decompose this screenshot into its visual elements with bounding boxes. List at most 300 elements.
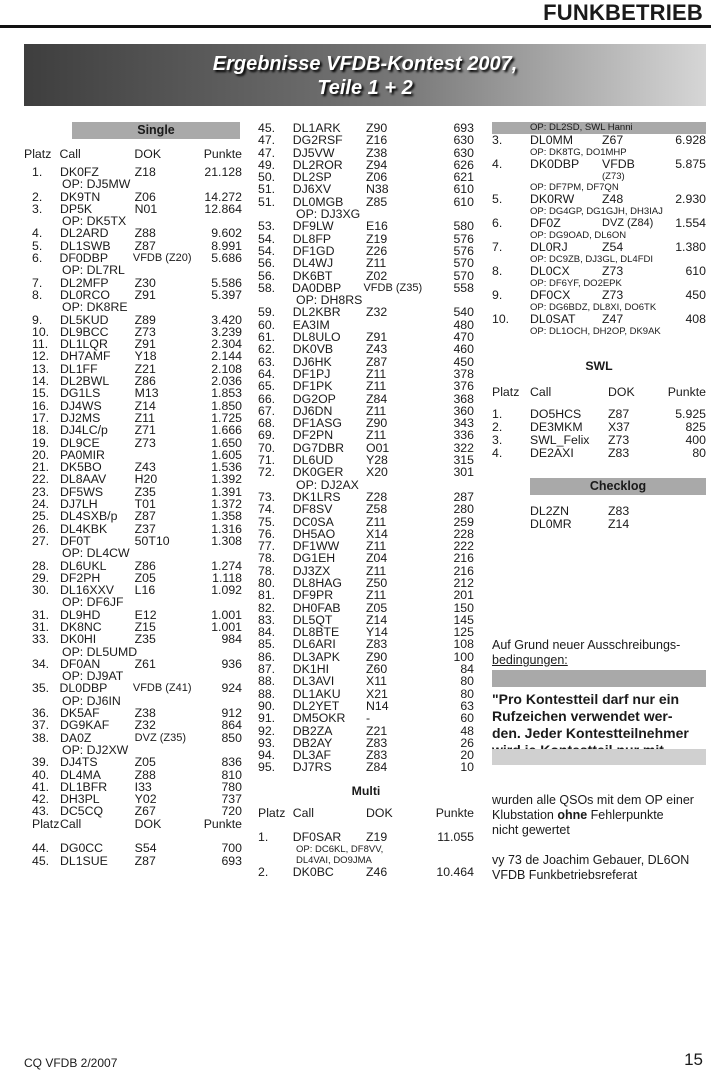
- dok-cell: Z71: [134, 423, 156, 438]
- punkte-cell: 315: [453, 453, 474, 468]
- call-cell: DK0VB: [292, 342, 334, 357]
- dok-cell: DOK: [134, 816, 162, 831]
- swl-rows: [492, 408, 706, 460]
- signature-line: VFDB Funkbetriebsreferat: [492, 868, 638, 882]
- platz-cell: 85.: [258, 637, 276, 652]
- table-row: [24, 842, 242, 854]
- multi-operators: OP: DF7PM, DF7QN: [530, 182, 619, 193]
- dok-cell: VFDB (Z35): [363, 281, 423, 294]
- call-cell: DL1FF: [60, 361, 98, 376]
- multi-row: [492, 217, 706, 230]
- call-cell: DL3APK: [292, 649, 340, 664]
- dok-cell: L16: [134, 583, 156, 598]
- dok-cell: Z87: [366, 354, 388, 369]
- dok-cell: Z83: [608, 446, 630, 460]
- platz-cell: 94.: [258, 748, 276, 763]
- call-cell: DK5BO: [60, 460, 102, 475]
- dok-cell: Z90: [366, 649, 388, 664]
- punkte-cell: 1.358: [211, 509, 242, 524]
- operator-line: OP: DJ2XW: [62, 742, 129, 757]
- punkte-cell: 576: [453, 231, 474, 246]
- col-call: Call: [530, 385, 552, 399]
- call-cell: EA3IM: [292, 317, 330, 332]
- punkte-cell: 20: [460, 748, 474, 763]
- table-row: [258, 343, 474, 355]
- call-cell: DF0CX: [530, 288, 571, 302]
- punkte-cell: 5.397: [211, 287, 242, 302]
- dok-cell: Z21: [366, 723, 388, 738]
- dok-cell: Z19: [366, 231, 388, 246]
- call-cell: DL4MA: [60, 767, 102, 782]
- quote-line: den. Jeder Kontestteilnehmer: [492, 725, 689, 741]
- platz-cell: 47.: [258, 145, 276, 160]
- dok-cell: Z26: [366, 243, 388, 258]
- punkte-cell: 368: [453, 391, 474, 406]
- banner-title-line2: Teile 1 + 2: [317, 77, 413, 99]
- platz-cell: 7.: [32, 275, 43, 290]
- call-cell: DB2AY: [292, 735, 333, 750]
- punkte-cell: 2.930: [675, 192, 706, 206]
- section-title: FUNKBETRIEB: [543, 0, 703, 25]
- dok-cell: Z84: [366, 760, 388, 775]
- punkte-cell: 780: [221, 779, 242, 794]
- punkte-cell: 259: [453, 514, 474, 529]
- platz-cell: 63.: [258, 354, 276, 369]
- signature: [492, 853, 706, 883]
- call-cell: DL2SP: [292, 170, 332, 185]
- call-cell: DL2BWL: [60, 374, 110, 389]
- table-row: [24, 682, 242, 694]
- call-cell: DL5KUD: [60, 312, 109, 327]
- multi-platz: 2.: [258, 864, 269, 879]
- platz-cell: 14.: [32, 374, 50, 389]
- quote-line: Rufzeichen verwendet wer-: [492, 708, 673, 724]
- dok-cell: T01: [134, 497, 156, 512]
- table-row: [24, 793, 242, 805]
- call-cell: DG1LS: [60, 386, 101, 401]
- dok-cell: Z38: [134, 706, 156, 721]
- punkte-cell: 576: [453, 243, 474, 258]
- call-cell: DL8ULO: [292, 330, 341, 345]
- dok-cell: Z87: [134, 238, 156, 253]
- swl-row: [492, 421, 706, 434]
- call-cell: DG9KAF: [60, 718, 110, 733]
- call-cell: DL6UKL: [60, 558, 107, 573]
- dok-cell: Z14: [608, 517, 630, 531]
- dok-cell: Z11: [366, 539, 387, 554]
- col-dok: DOK: [608, 385, 635, 399]
- call-cell: DG7DBR: [292, 440, 345, 455]
- dok-cell: Z14: [366, 612, 388, 627]
- punkte-cell: 5.586: [211, 275, 242, 290]
- dok-cell: Z91: [134, 337, 156, 352]
- multi-column-headers: [258, 806, 474, 821]
- punkte-cell: 287: [453, 489, 474, 504]
- dok-cell: Z43: [366, 342, 388, 357]
- platz-cell: 17.: [32, 410, 50, 425]
- platz-cell: 13.: [32, 361, 50, 376]
- punkte-cell: 322: [453, 440, 474, 455]
- punkte-cell: 84: [460, 662, 474, 677]
- dok-cell: Z83: [366, 735, 388, 750]
- table-row: [24, 473, 242, 485]
- note-text: nicht gewertet: [492, 823, 570, 837]
- punkte-cell: 150: [453, 600, 474, 615]
- table-row: [24, 437, 242, 449]
- dok-cell: VFDB: [602, 157, 635, 171]
- punkte-cell: 850: [221, 730, 242, 745]
- table-row: [24, 227, 242, 239]
- operator-line: OP: DL4CW: [62, 546, 130, 561]
- punkte-cell: 737: [221, 792, 242, 807]
- platz-cell: 73.: [258, 489, 276, 504]
- dok-cell: Z11: [366, 514, 387, 529]
- platz-cell: 16.: [32, 398, 50, 413]
- operator-line: OP: DH8RS: [296, 293, 363, 308]
- call-cell: DF2PN: [292, 428, 334, 443]
- punkte-cell: 100: [453, 649, 474, 664]
- platz-cell: 39.: [32, 755, 50, 770]
- punkte-cell: 336: [453, 428, 474, 443]
- call-cell: DJ6DN: [292, 403, 333, 418]
- platz-cell: 43.: [32, 804, 50, 819]
- dok-cell: Z61: [134, 656, 156, 671]
- dok-cell: DVZ (Z35): [134, 731, 187, 744]
- table-row: [24, 314, 242, 326]
- multi-row: [492, 158, 706, 171]
- table-row: [24, 756, 242, 768]
- call-cell: DL4SXB/p: [60, 509, 118, 524]
- punkte-cell: 216: [453, 551, 474, 566]
- platz-cell: 2.: [492, 420, 503, 434]
- call-cell: DL9CE: [60, 435, 100, 450]
- dok-cell: Z88: [134, 226, 156, 241]
- table-row: [258, 516, 474, 528]
- table-row: [24, 400, 242, 412]
- multi-operators: OP: DC6KL, DF8VV,: [296, 843, 384, 855]
- platz-cell: 30.: [32, 583, 50, 598]
- call-cell: DF0AN: [60, 656, 101, 671]
- call-cell: DC0SA: [292, 514, 334, 529]
- note-grey-bar: [492, 670, 706, 687]
- dok-cell: Z06: [366, 170, 388, 185]
- results-banner: [24, 44, 706, 106]
- dok-cell: DVZ (Z84): [602, 217, 654, 229]
- call-cell: DL8AAV: [60, 472, 107, 487]
- platz-cell: 67.: [258, 403, 276, 418]
- punkte-cell: 60: [460, 711, 474, 726]
- platz-cell: 44.: [32, 841, 50, 856]
- dok-cell: Y02: [134, 792, 157, 807]
- punkte-cell: 450: [685, 288, 706, 302]
- call-cell: DL2ARD: [60, 226, 109, 241]
- dok-cell: Z28: [366, 489, 388, 504]
- punkte-cell: 2.144: [211, 349, 242, 364]
- punkte-cell: 108: [453, 637, 474, 652]
- punkte-cell: 984: [221, 632, 242, 647]
- call-cell: DE3MKM: [530, 420, 583, 434]
- platz-cell: 70.: [258, 440, 276, 455]
- dok-cell: Z15: [134, 619, 156, 634]
- punkte-cell: 201: [453, 588, 474, 603]
- table-row: [24, 523, 242, 535]
- punkte-cell: 1.391: [211, 484, 242, 499]
- table-row: [24, 855, 242, 867]
- table-row: [24, 609, 242, 621]
- multi-call: DK0BC: [292, 864, 334, 879]
- punkte-cell: 1.392: [211, 472, 242, 487]
- table-row: [24, 560, 242, 572]
- dok-cell: N01: [134, 201, 158, 216]
- call-cell: DK5AF: [60, 706, 100, 721]
- dok-cell: Z90: [366, 416, 388, 431]
- punkte-cell: 5.925: [675, 407, 706, 421]
- call-cell: DK0HI: [60, 632, 97, 647]
- call-cell: DK8NC: [60, 619, 102, 634]
- call-cell: DL0MR: [530, 517, 572, 531]
- punkte-cell: 80: [460, 686, 474, 701]
- punkte-cell: 360: [453, 403, 474, 418]
- call-cell: DL4WJ: [292, 256, 334, 271]
- table-row: [24, 621, 242, 633]
- dok-cell: Z11: [366, 588, 387, 603]
- call-cell: DL1ARK: [292, 121, 341, 135]
- note-text: wurden alle QSOs mit dem OP einer: [492, 793, 694, 807]
- platz-cell: 45.: [32, 853, 50, 868]
- multi-cont-rows: [492, 134, 706, 337]
- call-cell: DF2PH: [60, 570, 101, 585]
- call-cell: DL0DBP: [59, 681, 108, 696]
- punkte-cell: 400: [685, 433, 706, 447]
- multi-operators: OP: DG6BDZ, DL8XI, DO6TK: [530, 302, 657, 313]
- call-cell: DF1ASG: [292, 416, 342, 431]
- col-dok: DOK: [134, 147, 162, 161]
- platz-cell: 3.: [492, 133, 503, 147]
- dok-cell: Z37: [134, 521, 156, 536]
- platz-cell: 45.: [258, 121, 276, 135]
- dok-cell: Z86: [134, 558, 156, 573]
- table-row: [24, 277, 242, 289]
- call-cell: PA0MIR: [60, 447, 105, 462]
- dok-cell: X21: [366, 686, 388, 701]
- swl-row: [492, 447, 706, 460]
- dok-cell: Z11: [366, 256, 387, 271]
- punkte-cell: 836: [221, 755, 242, 770]
- punkte-cell: 1.316: [211, 521, 242, 536]
- multi-dok: Z19: [366, 829, 388, 844]
- call-cell: DJ4WS: [60, 398, 102, 413]
- platz-cell: 24.: [32, 497, 50, 512]
- dok-cell: Z05: [134, 570, 156, 585]
- swl-title: SWL: [585, 359, 613, 373]
- platz-cell: 69.: [258, 428, 276, 443]
- dok-cell: X11: [366, 674, 387, 689]
- table-row: [258, 675, 474, 687]
- multi-platz: 1.: [258, 829, 269, 844]
- dok-cell: H20: [134, 472, 158, 487]
- page-number: 15: [684, 1050, 703, 1069]
- punkte-cell: 280: [453, 502, 474, 517]
- table-row: [258, 282, 474, 294]
- punkte-cell: 1.308: [211, 533, 242, 548]
- table-row: [24, 240, 242, 252]
- dok-cell: Z87: [134, 509, 156, 524]
- platz-cell: 88.: [258, 686, 276, 701]
- call-cell: DC5CQ: [60, 804, 104, 819]
- punkte-cell: 8.991: [211, 238, 242, 253]
- dok-cell: Z73: [134, 324, 156, 339]
- punkte-cell: 864: [221, 718, 242, 733]
- punkte-cell: 212: [453, 575, 474, 590]
- platz-cell: 3.: [492, 433, 503, 447]
- footer-issue: CQ VFDB 2/2007: [24, 1056, 118, 1070]
- call-cell: DF5WS: [60, 484, 104, 499]
- col-call: Call: [292, 805, 314, 820]
- single-cont-rows: [258, 122, 474, 774]
- platz-cell: 93.: [258, 735, 276, 750]
- platz-cell: 82.: [258, 600, 276, 615]
- punkte-cell: 343: [453, 416, 474, 431]
- operator-line: OP: DF6JF: [62, 595, 124, 610]
- call-cell: DL1BFR: [60, 779, 108, 794]
- punkte-cell: 228: [453, 526, 474, 541]
- call-cell: DJ2MS: [60, 410, 101, 425]
- platz-cell: 18.: [32, 423, 50, 438]
- call-cell: DK1HI: [292, 662, 329, 677]
- table-row: [24, 166, 242, 178]
- platz-cell: 51.: [258, 182, 276, 197]
- call-cell: DL2MFP: [60, 275, 109, 290]
- note-text: Klubstation: [492, 808, 558, 822]
- platz-cell: 88.: [258, 674, 276, 689]
- punkte-cell: 1.380: [675, 240, 706, 254]
- checklog-rows: [492, 505, 706, 531]
- platz-cell: 41.: [32, 779, 50, 794]
- platz-cell: 37.: [32, 718, 50, 733]
- dok-cell: E12: [134, 607, 157, 622]
- punkte-cell: 924: [221, 681, 242, 696]
- platz-cell: 1.: [492, 407, 503, 421]
- checklog-row: [492, 505, 706, 518]
- punkte-cell: 222: [453, 539, 474, 554]
- platz-cell: 90.: [258, 698, 276, 713]
- punkte-cell: 693: [453, 121, 474, 135]
- table-row: [258, 257, 474, 269]
- swl-row: [492, 408, 706, 421]
- call-cell: DF1GD: [292, 243, 335, 258]
- dok-cell: Z05: [366, 600, 388, 615]
- dok-cell: VFDB (Z41): [132, 682, 192, 695]
- platz-cell: 56.: [258, 256, 276, 271]
- platz-cell: 31.: [32, 607, 50, 622]
- call-cell: DG1EH: [292, 551, 336, 566]
- platz-cell: 78.: [258, 563, 276, 578]
- call-cell: DK0DBP: [530, 157, 580, 171]
- platz-cell: 40.: [32, 767, 50, 782]
- platz-cell: 6.: [492, 216, 503, 230]
- platz-cell: 66.: [258, 391, 276, 406]
- single-table-continued: [258, 122, 474, 879]
- call-cell: DL8HAG: [292, 575, 342, 590]
- col-punkte: Punkte: [203, 147, 242, 161]
- dok-cell: 50T10: [134, 533, 170, 548]
- platz-cell: 15.: [32, 386, 50, 401]
- call-cell: DK0FZ: [60, 165, 99, 179]
- platz-cell: 8.: [32, 287, 43, 302]
- platz-cell: 4.: [32, 226, 43, 241]
- platz-cell: 92.: [258, 723, 276, 738]
- table-row: [258, 196, 474, 208]
- platz-cell: 91.: [258, 711, 276, 726]
- call-cell: DF8SV: [292, 502, 333, 517]
- operator-line: OP: DJ3XG: [296, 207, 361, 222]
- platz-cell: 10.: [492, 312, 510, 326]
- dok-cell: Z54: [602, 240, 624, 254]
- punkte-cell: 470: [453, 330, 474, 345]
- dok-cell: Z90: [366, 121, 388, 135]
- punkte-cell: 1.001: [211, 607, 242, 622]
- platz-cell: 49.: [258, 157, 276, 172]
- platz-cell: 6.: [32, 251, 43, 266]
- note-text: bedingungen:: [492, 653, 568, 667]
- multi-operators: OP: DG4GP, DG1GJH, DH3IAJ: [530, 206, 663, 217]
- table-row: [258, 503, 474, 515]
- dok-cell: Z04: [366, 551, 388, 566]
- punkte-cell: 1.725: [211, 410, 242, 425]
- table-row: [24, 535, 242, 547]
- punkte-cell: 720: [221, 804, 242, 819]
- single-table: [24, 122, 242, 867]
- table-row: [24, 350, 242, 362]
- call-cell: DH0FAB: [292, 600, 341, 615]
- platz-cell: 12.: [32, 349, 50, 364]
- signature-line: vy 73 de Joachim Gebauer, DL6ON: [492, 853, 690, 867]
- platz-cell: 25.: [32, 509, 50, 524]
- punkte-cell: 378: [453, 366, 474, 381]
- multi-operators: DL4VAI, DO9JMA: [296, 854, 372, 866]
- call-cell: DL0RJ: [530, 240, 568, 254]
- dok-cell: Z73: [602, 264, 624, 278]
- platz-cell: 74.: [258, 502, 276, 517]
- platz-cell: 62.: [258, 342, 276, 357]
- call-cell: DL1AKU: [292, 686, 341, 701]
- call-cell: DO5HCS: [530, 407, 582, 421]
- call-cell: DL0SAT: [530, 312, 576, 326]
- punkte-cell: 376: [453, 379, 474, 394]
- punkte-cell: 145: [453, 612, 474, 627]
- dok-cell: X20: [366, 465, 388, 480]
- punkte-cell: 825: [685, 420, 706, 434]
- punkte-cell: 580: [453, 219, 474, 234]
- rules-note: [492, 638, 706, 883]
- platz-cell: 54.: [258, 243, 276, 258]
- dok-cell: I33: [134, 779, 152, 794]
- dok-cell: O01: [366, 440, 390, 455]
- platz-cell: 10.: [32, 324, 50, 339]
- table-row: [24, 633, 242, 645]
- table-row: [258, 466, 474, 478]
- platz-cell: 23.: [32, 484, 50, 499]
- call-cell: DL0CX: [530, 264, 570, 278]
- punkte-cell: 610: [685, 264, 706, 278]
- call-cell: DJ5VW: [292, 145, 335, 160]
- table-row: [258, 393, 474, 405]
- dok-cell: Z73: [602, 288, 624, 302]
- punkte-cell: 2.304: [211, 337, 242, 352]
- table-row: [24, 732, 242, 744]
- punkte-cell: 26: [460, 735, 474, 750]
- punkte-cell: 1.853: [211, 386, 242, 401]
